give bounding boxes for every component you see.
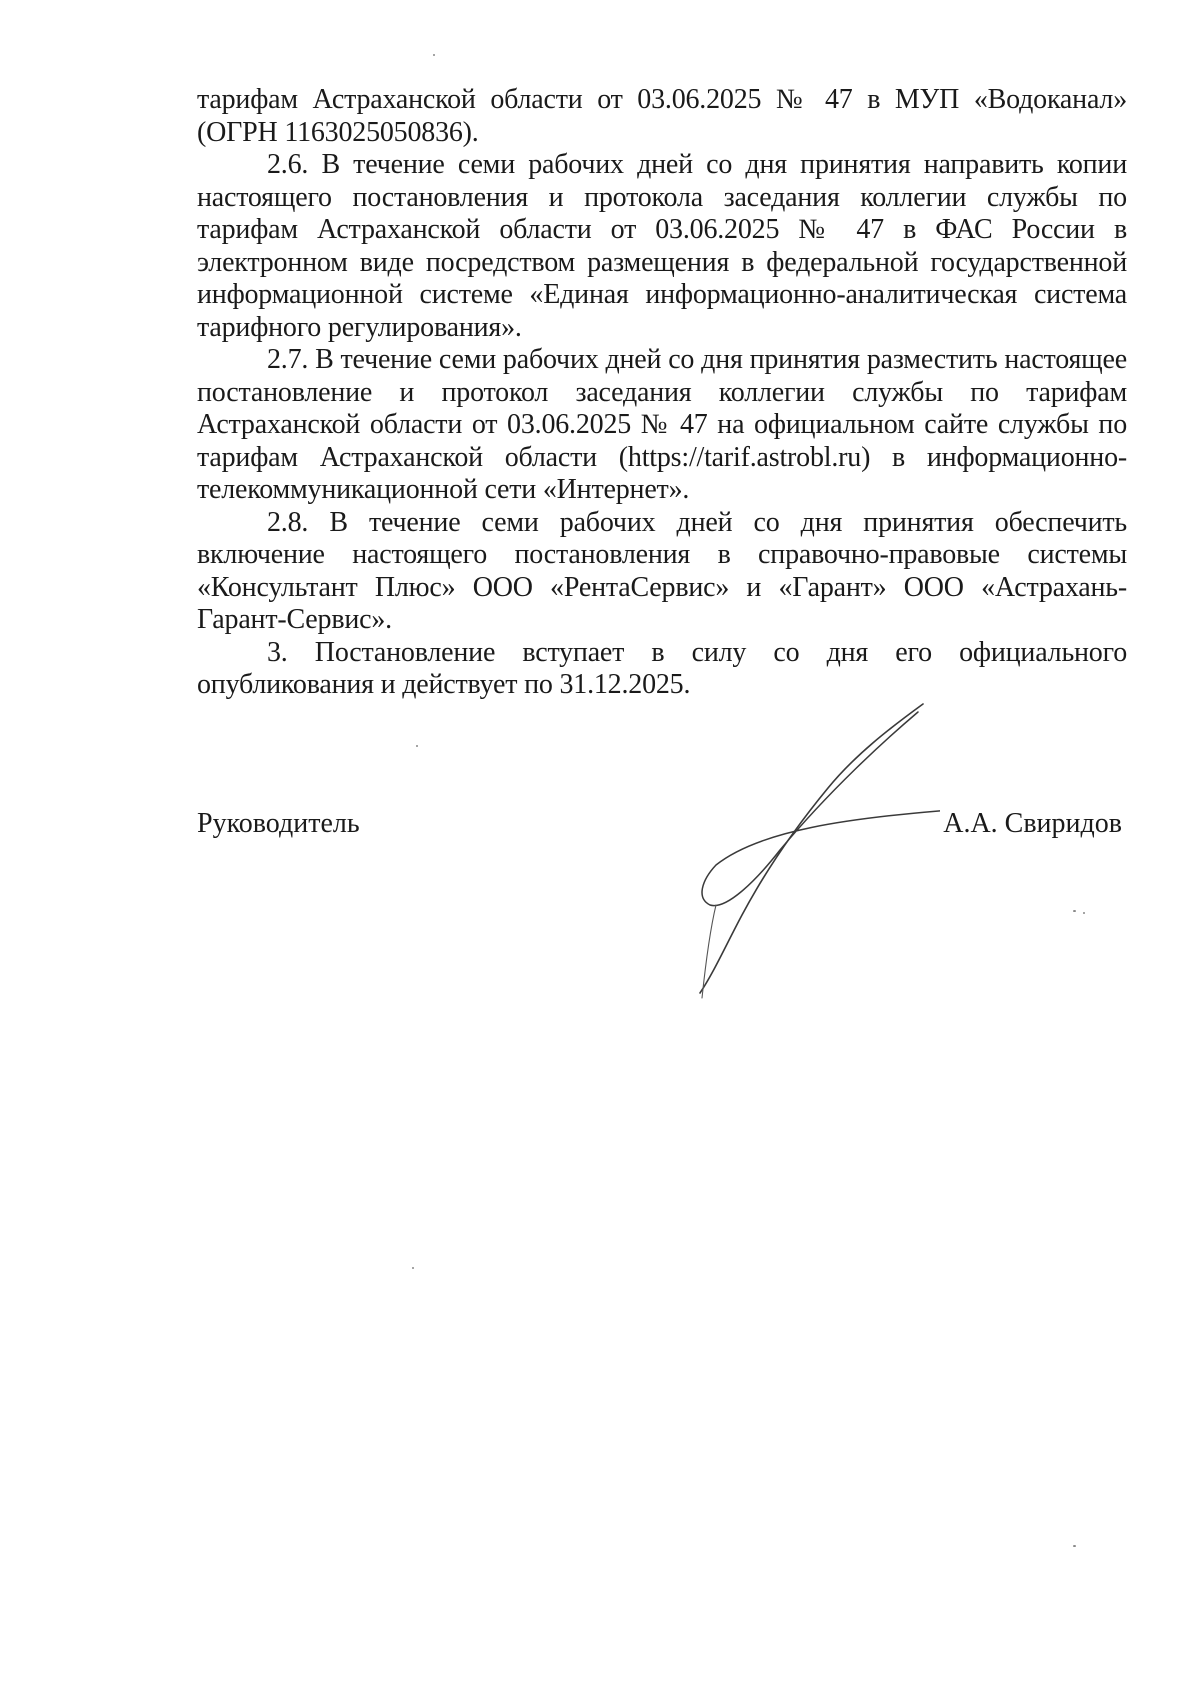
scan-speck — [1073, 1545, 1076, 1547]
position-title: Руководитель — [197, 808, 360, 839]
scan-speck — [1073, 910, 1076, 912]
document-body — [197, 84, 1127, 702]
paragraph-continuation: тарифам Астраханской области от 03.06.2025 № 47 в МУП «Водоканал» (ОГРН 1163025050836). — [197, 84, 1127, 148]
paragraph-2-7: 2.7. В течение семи рабочих дней со дня принятия разместить настоящее постановление и протокол заседания коллегии службы по тарифам Астраханской области от 03.06.2025 № 47 на официальном сайте службы по тарифам Астраханской области (https://tarif.astrobl.ru) в информационно-телекоммуникационной сети «Интернет». — [197, 344, 1127, 505]
scan-speck — [1083, 912, 1085, 914]
signer-name: А.А. Свиридов — [943, 808, 1122, 839]
paragraph-3: 3. Постановление вступает в силу со дня его официального опубликования и действует по 31.12.2025. — [197, 636, 1127, 700]
scan-speck — [416, 745, 418, 747]
signature-stroke-tail — [702, 905, 716, 998]
scan-speck — [412, 1267, 414, 1269]
scan-speck — [433, 54, 435, 56]
handwritten-signature — [660, 700, 940, 1000]
paragraph-2-6: 2.6. В течение семи рабочих дней со дня принятия направить копии настоящего постановления и протокола заседания коллегии службы по тарифам Астраханской области от 03.06.2025 № 47 в ФАС России в электронном виде посредством размещения в федеральной государственной информационной системе «Единая информационно-аналитическая система тарифного регулирования». — [197, 149, 1127, 343]
signature-stroke-curve — [702, 712, 940, 906]
signature-stroke-long — [700, 704, 923, 993]
paragraph-2-8: 2.8. В течение семи рабочих дней со дня принятия обеспечить включение настоящего постановления в справочно-правовые системы «Консультант Плюс» ООО «РентаСервис» и «Гарант» ООО «Астрахань-Гарант-Сервис». — [197, 506, 1127, 635]
